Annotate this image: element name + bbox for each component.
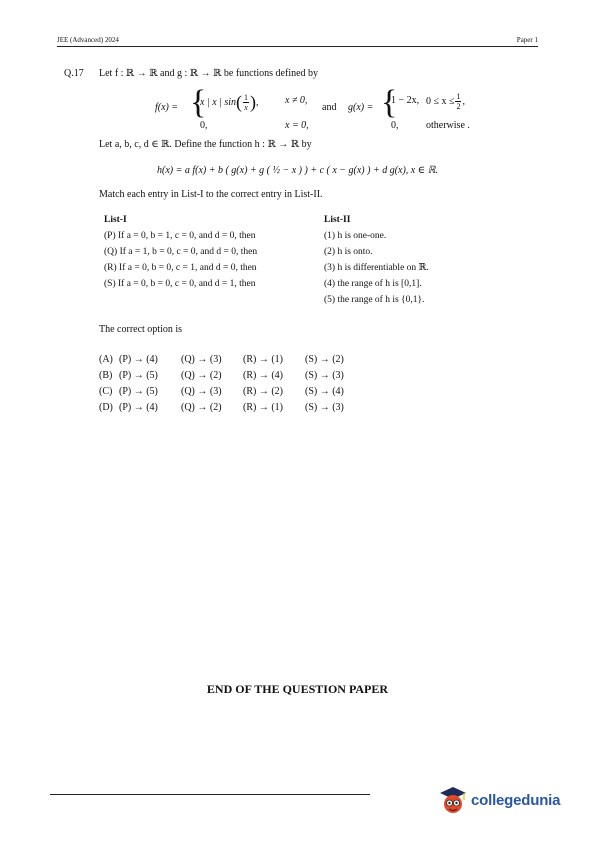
define-h-line: Let a, b, c, d ∈ ℝ. Define the function h : ℝ → ℝ by [99,139,312,150]
f-label: f(x) = [155,102,179,113]
list-two [324,212,429,308]
h-equation: h(x) = a f(x) + b ( g(x) + g ( ½ − x ) ) + c ( x − g(x) ) + d g(x), x ∈ ℝ. [157,165,439,176]
g-case2-cond: otherwise . [426,120,470,131]
answer-options [99,352,344,416]
question-number: Q.17 [64,68,84,79]
list-two-title: List-II [324,215,351,225]
brand-logo[interactable] [437,784,560,816]
end-of-paper: END OF THE QUESTION PAPER [206,682,389,696]
option-c[interactable]: (C) (P) → (5) (Q) → (3) (R) → (2) (S) → (4) [99,386,344,397]
option-a[interactable]: (A) (P) → (4) (Q) → (3) (R) → (1) (S) → (2) [99,354,344,365]
f-case1-cond: x ≠ 0, [285,95,308,106]
list-one-item: (S) If a = 0, b = 0, c = 0, and d = 1, then [104,279,256,289]
list-one-item: (P) If a = 0, b = 1, c = 0, and d = 0, then [104,231,256,241]
list-one-item: (Q) If a = 1, b = 0, c = 0, and d = 0, then [104,247,258,257]
list-two-item: (1) h is one-one. [324,231,387,241]
g-label: g(x) = [348,102,374,113]
option-d[interactable]: (D) (P) → (4) (Q) → (2) (R) → (1) (S) → (3) [99,402,344,413]
list-two-item: (5) the range of h is {0,1}. [324,295,425,305]
header-exam-title: JEE (Advanced) 2024 [57,36,119,44]
g-case2-expr: 0, [391,120,399,131]
question-intro: Let f : ℝ → ℝ and g : ℝ → ℝ be functions defined by [99,68,319,79]
f-brace: { [190,84,207,121]
footer-divider [50,794,370,795]
header-divider [57,46,538,47]
list-one-title: List-I [104,215,127,225]
list-one [104,212,257,292]
g-case1-expr: 1 − 2x, [391,95,420,106]
match-instruction: Match each entry in List-I to the correct entry in List-II. [99,189,323,200]
list-two-item: (3) h is differentiable on ℝ. [324,263,429,273]
and-text: and [322,102,337,113]
brand-name: collegedunia [471,791,561,809]
list-one-item: (R) If a = 0, b = 0, c = 1, and d = 0, then [104,263,257,273]
header-paper-label: Paper 1 [516,36,538,44]
option-b[interactable]: (B) (P) → (5) (Q) → (2) (R) → (4) (S) → (3) [99,370,344,381]
graduate-mascot-icon [437,784,469,816]
f-case1-expr: x | x | sin( $\frac{1}{x}$ ), [200,92,259,112]
g-brace: { [381,84,398,121]
list-two-item: (2) h is onto. [324,247,373,257]
correct-option-prompt: The correct option is [99,324,183,335]
g-case1-cond: 0 ≤ x ≤ $\frac{1}{2}$ , [426,92,465,111]
f-case2-expr: 0, [200,120,208,131]
f-case2-cond: x = 0, [285,120,309,131]
list-two-item: (4) the range of h is [0,1]. [324,279,422,289]
